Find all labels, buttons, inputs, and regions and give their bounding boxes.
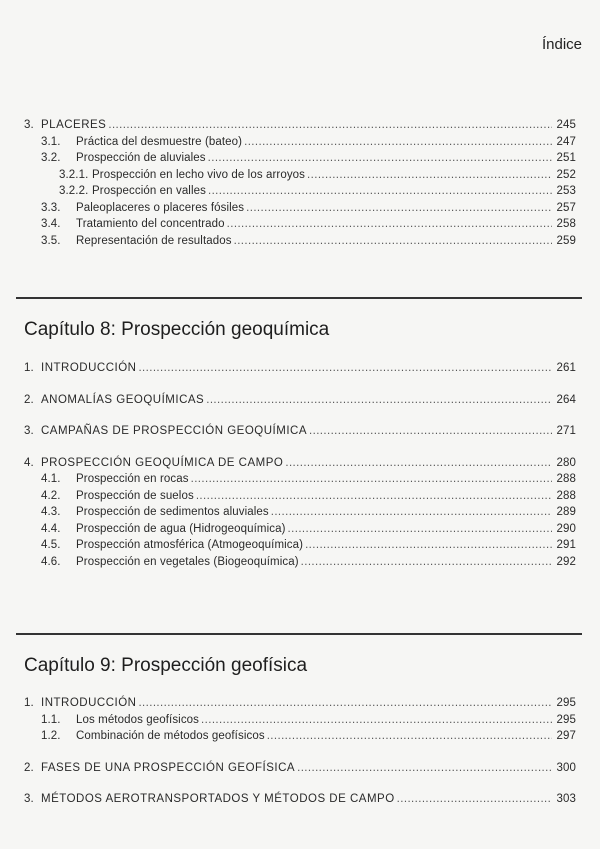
toc-entry-number: 3. — [24, 119, 34, 131]
toc-entry-title: Prospección en lecho vivo de los arroyos — [92, 168, 306, 181]
dot-leader — [246, 200, 552, 217]
toc-entry-page: 295 — [556, 697, 576, 709]
dot-leader — [208, 150, 552, 167]
toc-entry-number: 3.2. — [41, 152, 61, 164]
toc-entry — [24, 233, 576, 250]
dot-leader — [267, 728, 552, 745]
toc-entry-title: Prospección de agua (Hidrogeoquímica) — [76, 522, 286, 535]
chapter-8-title: Capítulo 8: Prospección geoquímica — [24, 319, 330, 340]
dot-leader — [196, 488, 552, 505]
toc-entry-page: 251 — [556, 152, 576, 164]
toc-entry-number: 1.2. — [41, 730, 61, 742]
toc-entry-number: 3.1. — [41, 135, 61, 148]
dot-leader — [309, 423, 552, 440]
toc-entry-page: 257 — [556, 201, 576, 214]
toc-entry — [24, 200, 576, 217]
toc-entry-page: 288 — [556, 489, 576, 502]
toc-entry-title: Prospección de aluviales — [76, 152, 206, 164]
toc-entry-title: CAMPAÑAS DE PROSPECCIÓN GEOQUÍMICA — [41, 425, 307, 437]
toc-entry-title: PLACERES — [41, 119, 107, 131]
toc-entry-page: 264 — [556, 393, 576, 406]
toc-entry-title: MÉTODOS AEROTRANSPORTADOS Y MÉTODOS DE CAMPO — [41, 793, 395, 805]
toc-entry-title: Práctica del desmuestre (bateo) — [76, 135, 243, 148]
toc-entry-number: 4. — [24, 456, 34, 469]
toc-entry-page: 271 — [556, 425, 576, 437]
toc-entry-number: 4.3. — [41, 506, 61, 518]
dot-leader — [227, 216, 552, 233]
toc-entry — [24, 521, 576, 538]
toc-entry — [24, 760, 576, 777]
toc-entry-number: 4.5. — [41, 539, 61, 551]
toc-entry-number: 3.3. — [41, 201, 61, 214]
toc-entry — [24, 423, 576, 440]
toc-entry-number: 4.6. — [41, 555, 61, 568]
toc-entry-number: 3.4. — [41, 218, 61, 230]
dot-leader — [244, 134, 552, 151]
toc-entry-number: 3.2.1. — [59, 168, 89, 181]
toc-entry-number: 3. — [24, 425, 34, 437]
toc-entry-title: Representación de resultados — [76, 234, 232, 247]
toc-entry-title: INTRODUCCIÓN — [41, 362, 137, 374]
chapter-divider — [16, 297, 582, 299]
toc-entry — [24, 791, 576, 808]
toc-entry-title: Prospección de suelos — [76, 489, 194, 502]
toc-entry-page: 258 — [556, 218, 576, 230]
toc-entry-number: 2. — [24, 393, 34, 406]
toc-entry-number: 3.5. — [41, 234, 61, 247]
toc-entry-page: 300 — [556, 761, 576, 774]
toc-entry-title: Prospección en valles — [92, 185, 206, 197]
toc-entry-title: Prospección de sedimentos aluviales — [76, 506, 269, 518]
toc-entry-page: 247 — [556, 135, 576, 148]
entry-spacer — [24, 745, 576, 760]
toc-entry — [24, 504, 576, 521]
toc-entry — [24, 488, 576, 505]
dot-leader — [138, 695, 552, 712]
toc-entry-title: Prospección atmosférica (Atmogeoquímica) — [76, 539, 304, 551]
toc-entry-page: 295 — [556, 713, 576, 726]
toc-entry-number: 3.2.2. — [59, 185, 89, 197]
toc-entry-title: PROSPECCIÓN GEOQUÍMICA DE CAMPO — [41, 456, 284, 469]
toc-entry-title: Tratamiento del concentrado — [76, 218, 225, 230]
entry-spacer — [24, 377, 576, 392]
toc-entry-page: 291 — [556, 539, 576, 551]
dot-leader — [208, 183, 552, 200]
toc-entry — [24, 183, 576, 200]
toc-entry-page: 297 — [556, 730, 576, 742]
dot-leader — [138, 360, 552, 377]
toc-entry-page: 245 — [556, 119, 576, 131]
toc-entry-page: 289 — [556, 506, 576, 518]
toc-entry — [24, 554, 576, 571]
toc-entry-number: 1.1. — [41, 713, 61, 726]
toc-entry-page: 288 — [556, 473, 576, 485]
toc-entry-number: 3. — [24, 793, 34, 805]
dot-leader — [297, 760, 552, 777]
toc-entry — [24, 150, 576, 167]
toc-entry — [24, 695, 576, 712]
toc-entry — [24, 117, 576, 134]
toc-entry-title: Prospección en rocas — [76, 473, 189, 485]
dot-leader — [108, 117, 552, 134]
toc-entry-title: Paleoplaceres o placeres fósiles — [76, 201, 245, 214]
chapter-9-title: Capítulo 9: Prospección geofísica — [24, 655, 308, 676]
toc-entry — [24, 728, 576, 745]
toc-section-chapter-8 — [24, 360, 576, 570]
toc-entry — [24, 360, 576, 377]
chapter-divider — [16, 633, 582, 635]
entry-spacer — [24, 408, 576, 423]
toc-entry-title: FASES DE UNA PROSPECCIÓN GEOFÍSICA — [41, 761, 296, 774]
dot-leader — [271, 504, 552, 521]
toc-entry — [24, 134, 576, 151]
running-head: Índice — [541, 36, 582, 53]
toc-entry-page: 303 — [556, 793, 576, 805]
toc-entry-number: 4.1. — [41, 473, 61, 485]
entry-spacer — [24, 440, 576, 455]
toc-entry-title: Los métodos geofísicos — [76, 713, 200, 726]
dot-leader — [305, 537, 552, 554]
toc-entry-page: 259 — [556, 234, 576, 247]
dot-leader — [285, 455, 552, 472]
dot-leader — [206, 392, 552, 409]
toc-entry-number: 1. — [24, 697, 34, 709]
toc-entry-page: 253 — [556, 185, 576, 197]
dot-leader — [201, 712, 552, 729]
dot-leader — [307, 167, 552, 184]
toc-entry — [24, 392, 576, 409]
toc-entry-title: Combinación de métodos geofísicos — [76, 730, 265, 742]
toc-entry-number: 4.4. — [41, 522, 61, 535]
toc-entry-title: ANOMALÍAS GEOQUÍMICAS — [41, 393, 205, 406]
toc-entry-page: 290 — [556, 522, 576, 535]
toc-entry-page: 252 — [556, 168, 576, 181]
toc-entry — [24, 712, 576, 729]
dot-leader — [301, 554, 552, 571]
toc-entry-number: 1. — [24, 362, 34, 374]
entry-spacer — [24, 776, 576, 791]
toc-entry-page: 292 — [556, 555, 576, 568]
toc-entry-title: Prospección en vegetales (Biogeoquímica) — [76, 555, 299, 568]
toc-entry-number: 2. — [24, 761, 34, 774]
toc-entry — [24, 167, 576, 184]
toc-entry-page: 261 — [556, 362, 576, 374]
toc-section-placeres — [24, 117, 576, 249]
dot-leader — [288, 521, 552, 538]
dot-leader — [397, 791, 552, 808]
toc-entry — [24, 455, 576, 472]
toc-entry-title: INTRODUCCIÓN — [41, 697, 137, 709]
toc-entry-page: 280 — [556, 456, 576, 469]
toc-entry — [24, 471, 576, 488]
toc-entry — [24, 216, 576, 233]
toc-entry — [24, 537, 576, 554]
toc-section-chapter-9 — [24, 695, 576, 808]
toc-entry-number: 4.2. — [41, 489, 61, 502]
dot-leader — [234, 233, 552, 250]
dot-leader — [191, 471, 552, 488]
